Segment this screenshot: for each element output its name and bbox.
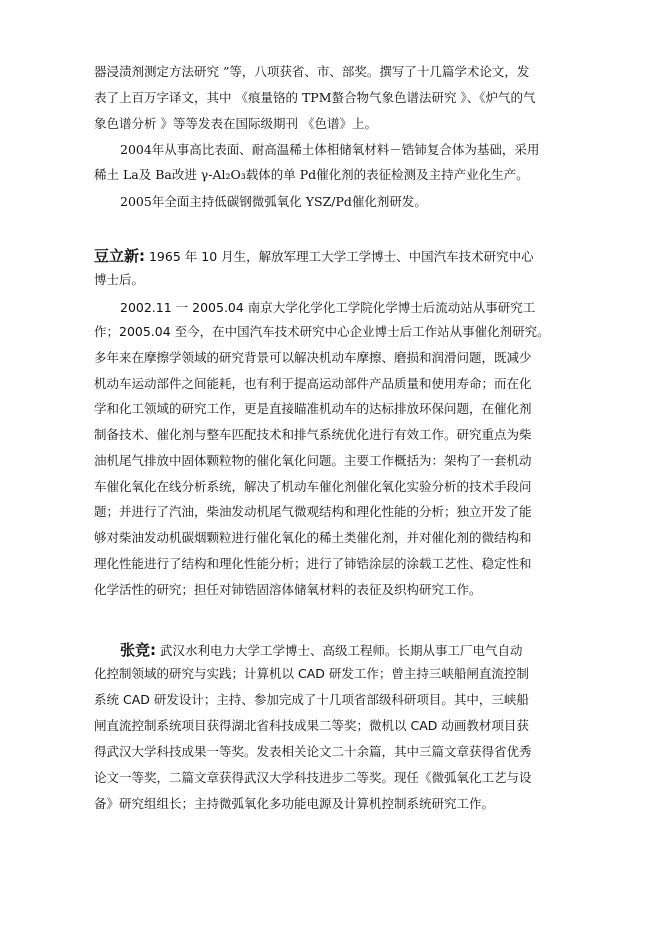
bio-text: 武汉水利电力大学工学博士、高级工程师。长期从事工厂电气自动	[159, 643, 523, 658]
bio-dou-line-12: 够对柴油发动机碳烟颗粒进行催化氧化的稀土类催化剂，并对催化剂的微结构和	[94, 530, 532, 545]
intro-line-2: 表了上百万字译文，其中 《痕量铬的 TPM螯合物气象色谱法研究 》、《炉气的气	[94, 90, 536, 105]
bio-dou-line-9: 油机尾气排放中固体颗粒物的催化氧化问题。主要工作概括为：架构了一套机动	[94, 453, 532, 468]
intro-line-4: 2004年从事高比表面、耐高温稀土体相储氧材料－锆铈复合体为基础，采用	[120, 142, 540, 157]
bio-dou-line-5: 多年来在摩擦学领域的研究背景可以解决机动车摩擦、磨损和润滑问题，既减少	[94, 350, 532, 365]
bio-dou-line-4: 作；2005.04 至今，在中国汽车技术研究中心企业博士后工作站从事催化剂研究。	[94, 324, 550, 339]
bio-dou-line-6: 机动车运动部件之间能耗，也有利于提高运动部件产品质量和使用寿命；而在化	[94, 376, 532, 391]
bio-dou-line-13: 理化性能进行了结构和理化性能分析；进行了铈锆涂层的涂载工艺性、稳定性和	[94, 556, 532, 571]
bio-zhang-line-6: 论文一等奖，二篇文章获得武汉大学科技进步二等奖。现任《微弧氧化工艺与设	[94, 770, 532, 785]
bio-dou-line-7: 学和化工领域的研究工作，更是直接瞄准机动车的达标排放环保问题，在催化剂	[94, 401, 532, 416]
bio-text: 1965 年 10 月生，解放军理工大学工学博士、中国汽车技术研究中心	[148, 249, 534, 264]
bio-dou-line-3: 2002.11 一 2005.04 南京大学化学化工学院化学博士后流动站从事研究工	[120, 300, 536, 315]
bio-dou-line-14: 化学活性的研究；担任对铈锆固溶体储氧材料的表征及织构研究工作。	[94, 582, 482, 597]
bio-zhang-line-2: 化控制领域的研究与实践；计算机以 CAD 研发工作；曾主持三峡船闸直流控制	[94, 666, 529, 681]
bio-dou-line-11: 题；并进行了汽油，柴油发动机尾气微观结构和理化性能的分析；独立开发了能	[94, 504, 532, 519]
bio-dou-line-2: 博士后。	[94, 272, 145, 287]
bio-zhang-line-4: 闸直流控制系统项目获得湖北省科技成果二等奖；微机以 CAD 动画教材项目获	[94, 718, 529, 733]
bio-dou-line-10: 车催化氧化在线分析系统，解决了机动车催化剂催化氧化实验分析的技术手段问	[94, 479, 532, 494]
intro-line-1: 器浸渍剂测定方法研究 ”等，八项获省、市、部奖。撰写了十几篇学术论文，发	[94, 64, 530, 79]
bio-dou-line-8: 制备技术、催化剂与整车匹配技术和排气系统优化进行有效工作。研究重点为柴	[94, 427, 532, 442]
bio-dou-first-line	[94, 244, 574, 269]
person-name: 豆立新:	[94, 247, 145, 265]
bio-zhang-line-3: 系统 CAD 研发设计；主持、参加完成了十几项省部级科研项目。其中，三峡船	[94, 692, 529, 707]
bio-zhang-line-7: 备》研究组组长；主持微弧氧化多功能电源及计算机控制系统研究工作。	[94, 796, 495, 811]
intro-line-6: 2005年全面主持低碳钢微弧氧化 YSZ/Pd催化剂研发。	[120, 194, 427, 209]
intro-line-3: 象色谱分析 》等等发表在国际级期刊 《色谱》上。	[94, 116, 377, 131]
person-name: 张竞:	[120, 641, 156, 659]
intro-line-5: 稀土 La及 Ba改进 γ-Al₂O₃载体的单 Pd催化剂的表征检测及主持产业化生产。	[94, 167, 529, 182]
bio-zhang-first-line	[120, 638, 600, 663]
bio-zhang-line-5: 得武汉大学科技成果一等奖。发表相关论文二十余篇，其中三篇文章获得省优秀	[94, 744, 532, 759]
